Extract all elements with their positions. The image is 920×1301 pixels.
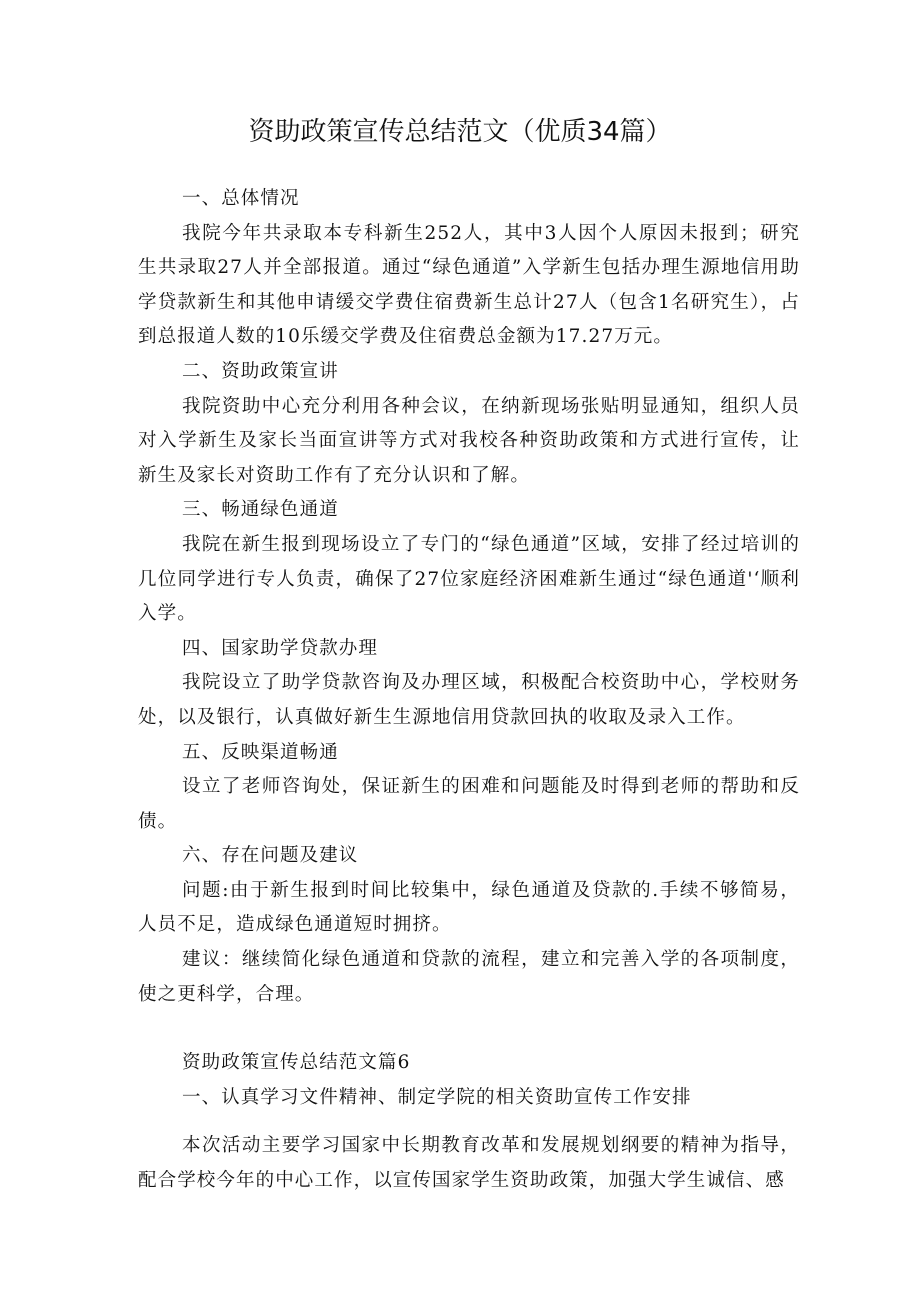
document-title: 资助政策宣传总结范文（优质34篇） <box>248 117 672 147</box>
section-paragraph: 设立了老师咨询处，保证新生的困难和问题能及时得到老师的帮助和反债。 <box>138 776 800 832</box>
article-paragraph: 本次活动主要学习国家中长期教育改革和发展规划纲要的精神为指导，配合学校今年的中心工作，以宣传国家学生资助政策，加强大学生诚信、感 <box>138 1135 800 1192</box>
section-heading: 五、反映渠道畅通 <box>182 741 339 763</box>
section-gap <box>138 1115 800 1129</box>
section-paragraph: 问题:由于新生报到时间比较集中，绿色通道及贷款的.手续不够简易，人员不足，造成绿色通道短时拥挤。 <box>138 879 800 936</box>
section-heading: 二、资助政策宣讲 <box>182 360 339 382</box>
section-heading: 三、畅通绿色通道 <box>182 499 339 521</box>
section-heading: 四、国家助学贷款办理 <box>182 637 379 659</box>
document-body <box>138 182 800 1199</box>
section-paragraph: 我院在新生报到现场设立了专门的“绿色通道”区域，安排了经过培训的几位同学进行专人负责，确保了27位家庭经济困难新生通过“绿色通道'‘顺利入学。 <box>138 533 800 625</box>
section-paragraph: 我院今年共录取本专科新生252人，其中3人因个人原因未报到；研究生共录取27人并全部报道。通过“绿色通道”入学新生包括办理生源地信用助学贷款新生和其他申请缓交学费住宿费新生总计27人（包含1名研究生），占到总报道人数的10乐缓交学费及住宿费总金额为17.27万元。 <box>138 222 800 348</box>
section-paragraph: 建议：继续简化绿色通道和贷款的流程，建立和完善入学的各项制度，使之更科学，合理。 <box>138 949 800 1005</box>
article-heading: 一、认真学习文件精神、制定学院的相关资助宣传工作安排 <box>182 1086 692 1108</box>
section-heading: 六、存在问题及建议 <box>182 845 359 867</box>
article-title: 资助政策宣传总结范文篇6 <box>182 1052 411 1074</box>
section-heading: 一、总体情况 <box>182 188 300 209</box>
section-paragraph: 我院设立了助学贷款咨询及办理区域，积极配合校资助中心，学校财务处，以及银行，认真做好新生生源地信用贷款回执的收取及录入工作。 <box>138 672 800 728</box>
section-paragraph: 我院资助中心充分利用各种会议，在纳新现场张贴明显通知，组织人员对入学新生及家长当面宣讲等方式对我校各种资助政策和方式进行宣传，让新生及家长对资助工作有了充分认识和了解。 <box>138 395 800 486</box>
section-gap <box>138 1012 800 1046</box>
